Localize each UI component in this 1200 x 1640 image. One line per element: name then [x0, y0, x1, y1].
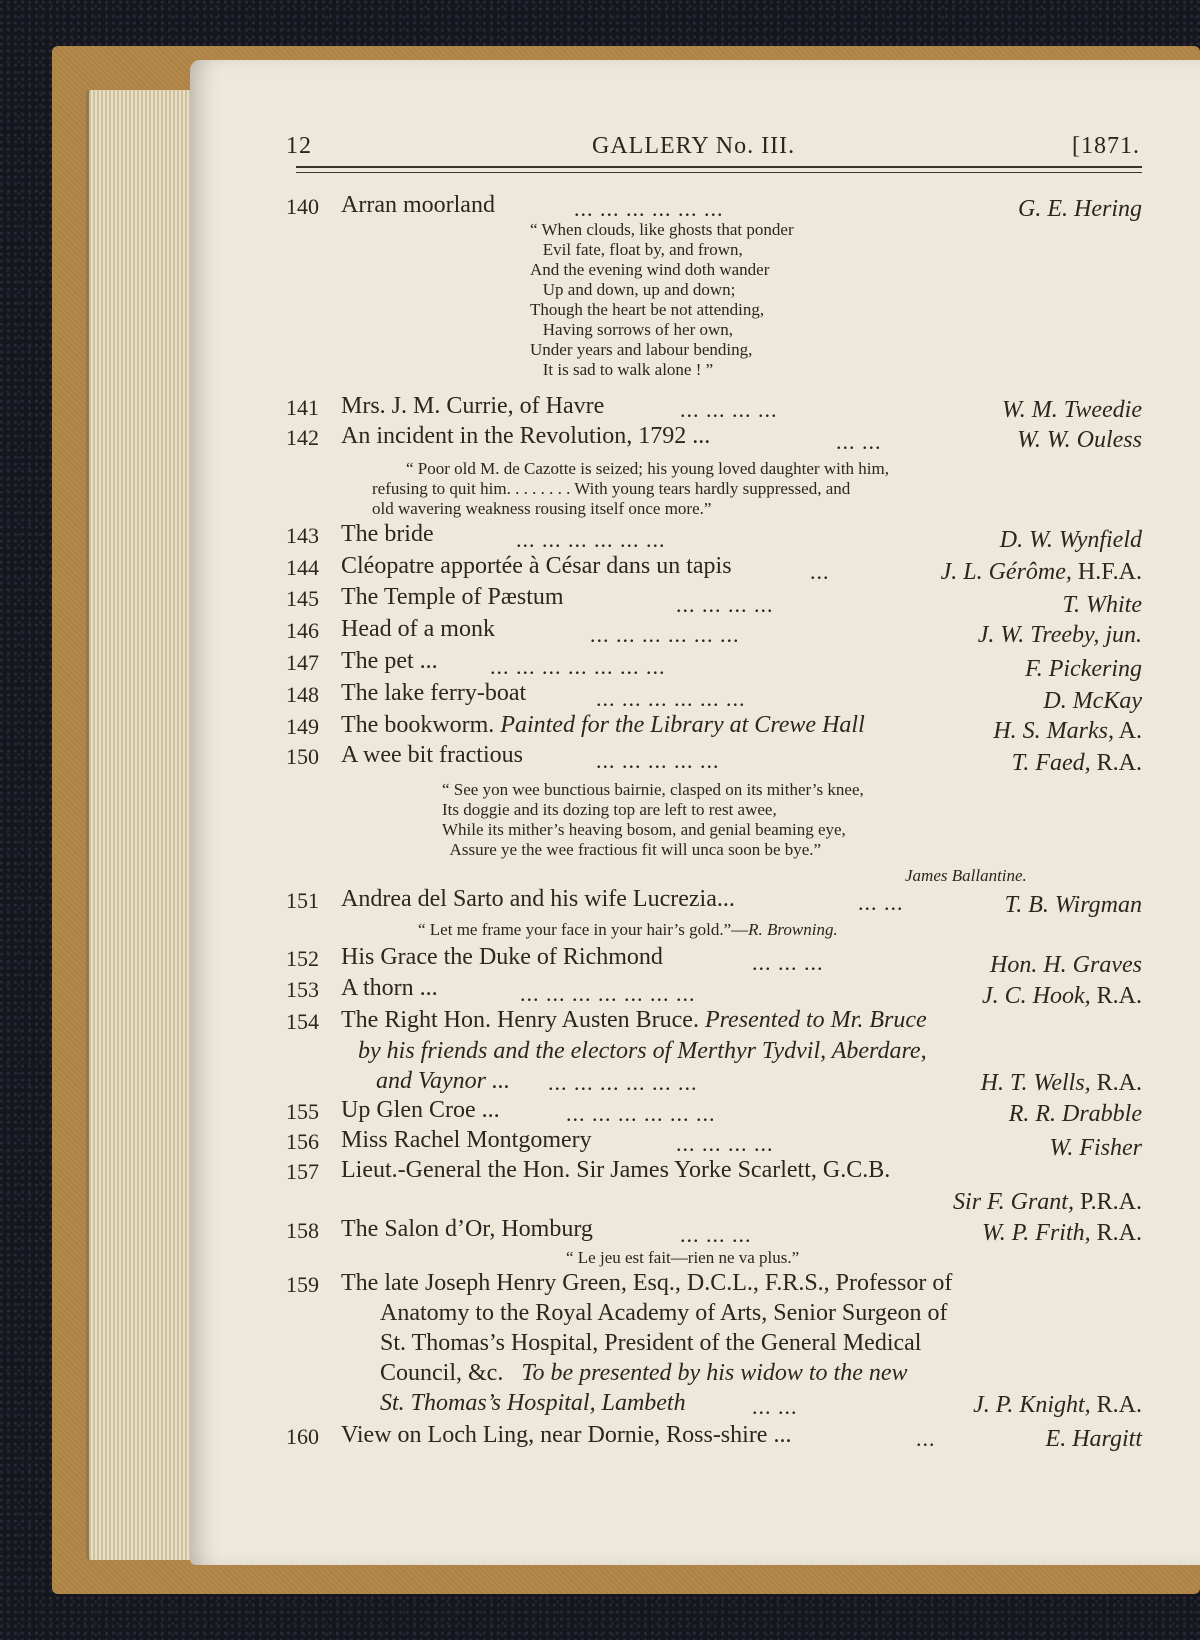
entry-artist: F. Pickering — [1025, 656, 1142, 682]
quote-text: “ Let me frame your face in your hair’s gold.”— — [418, 920, 749, 939]
header-rule — [296, 166, 1142, 168]
artist-name: J. P. Knight, — [973, 1392, 1091, 1418]
leader-dots: ... ... ... ... — [676, 1131, 774, 1156]
entry-title: The Salon d’Or, Homburg — [341, 1216, 593, 1242]
entry-artist: J. W. Treeby, jun. — [977, 622, 1142, 648]
artist-name: T. Faed, — [1011, 750, 1091, 776]
entry-number: 148 — [286, 682, 319, 707]
entry-title: An incident in the Revolution, 1792 ... — [341, 423, 711, 449]
entry-artist: G. E. Hering — [1018, 196, 1142, 222]
entry-title: The late Joseph Henry Green, Esq., D.C.L., F.R.S., Professor of — [341, 1270, 953, 1296]
artist-name: H. S. Marks, — [993, 718, 1114, 744]
entry-artist — [982, 1220, 1142, 1247]
artist-name: J. L. Gérôme, — [940, 559, 1072, 585]
entry-title: Miss Rachel Montgomery — [341, 1127, 592, 1153]
entry-number: 146 — [286, 618, 319, 643]
artist-name: Sir F. Grant, — [953, 1189, 1074, 1215]
entry-continuation: St. Thomas’s Hospital, Lambeth — [380, 1390, 686, 1416]
page-title: GALLERY No. III. — [592, 133, 796, 159]
artist-honour: R.A. — [1090, 1070, 1142, 1096]
entry-continuation: St. Thomas’s Hospital, President of the General Medical — [380, 1330, 922, 1356]
entry-artist — [973, 1392, 1142, 1419]
leader-dots: ... ... ... ... ... ... ... — [520, 981, 696, 1006]
entry-artist — [981, 1070, 1142, 1097]
leader-dots: ... ... ... — [680, 1222, 752, 1247]
entry-artist — [993, 718, 1142, 745]
artist-honour: A. — [1113, 718, 1142, 744]
leader-dots: ... — [916, 1426, 936, 1451]
entry-number: 160 — [286, 1424, 319, 1449]
leader-dots: ... ... ... — [752, 950, 824, 975]
entry-number: 155 — [286, 1099, 319, 1124]
leader-dots: ... ... ... ... ... ... — [548, 1070, 698, 1095]
entry-artist: Hon. H. Graves — [990, 952, 1142, 978]
entry-number: 158 — [286, 1218, 319, 1243]
entry-quote: “ Le jeu est fait—rien ne va plus.” — [566, 1248, 800, 1267]
entry-number: 156 — [286, 1129, 319, 1154]
entry-title: The bride — [341, 521, 434, 547]
entry-artist: W. W. Ouless — [1017, 427, 1142, 453]
quote-source: R. Browning. — [748, 920, 838, 939]
entry-artist: D. W. Wynfield — [999, 527, 1142, 553]
leader-dots: ... ... ... ... ... ... — [596, 686, 746, 711]
entry-title — [341, 1007, 927, 1034]
entry-number: 143 — [286, 523, 319, 548]
entry-title: Cléopatre apportée à César dans un tapis — [341, 553, 732, 579]
artist-honour: R.A. — [1090, 1220, 1142, 1246]
title-note: Presented to Mr. Bruce — [704, 1007, 927, 1033]
entry-continuation: by his friends and the electors of Merthyr Tydvil, Aberdare, — [358, 1038, 927, 1064]
entry-title — [341, 712, 865, 739]
page-number: 12 — [286, 133, 312, 159]
entry-number: 152 — [286, 946, 319, 971]
leader-dots: ... ... ... ... ... — [596, 748, 720, 773]
entry-artist: W. Fisher — [1049, 1135, 1142, 1161]
entry-artist: R. R. Drabble — [1008, 1101, 1142, 1127]
entry-artist: T. B. Wirgman — [1004, 892, 1142, 918]
quote-attribution: James Ballantine. — [905, 866, 1027, 885]
entry-number: 157 — [286, 1159, 319, 1184]
entry-quote: “ When clouds, like ghosts that ponder Evil fate, float by, and frown, And the evening wind doth wander Up and down, up and down; Though the heart be not attending, Having sorrows of her own, Under years and labour bending, It is sad to walk alone ! ” — [530, 220, 794, 379]
entry-quote: “ See yon wee bunctious bairnie, clasped on its mither’s knee, Its doggie and its dozing top are left to rest awee, While its mither’s heaving bosom, and genial beaming eye, Assure ye the wee fractious fit will unca soon be bye.” — [442, 780, 864, 859]
artist-honour: H.F.A. — [1071, 559, 1142, 585]
leader-dots: ... ... — [836, 429, 882, 454]
leader-dots: ... ... — [858, 890, 904, 915]
entry-number: 151 — [286, 888, 319, 913]
page-edges — [86, 90, 199, 1560]
entry-number: 140 — [286, 194, 319, 219]
entry-continuation — [380, 1360, 908, 1387]
entry-quote — [418, 920, 838, 940]
entry-title: View on Loch Ling, near Dornie, Ross-shire ... — [341, 1422, 792, 1448]
title-text: The bookworm. — [341, 712, 495, 738]
page-year: [1871. — [1072, 133, 1140, 159]
entry-title: Head of a monk — [341, 616, 495, 642]
entry-title: Up Glen Croe ... — [341, 1097, 500, 1123]
header-rule — [296, 172, 1142, 173]
entry-artist — [1012, 750, 1142, 777]
title-note: Painted for the Library at Crewe Hall — [500, 712, 865, 738]
continuation-text: Council, &c. — [380, 1360, 504, 1386]
entry-quote: “ Poor old M. de Cazotte is seized; his young loved daughter with him, refusing to quit him. . . . . . . . With young tears hardly suppressed, and old wavering weakness rousing itself once more.” — [372, 459, 890, 518]
entry-artist: D. McKay — [1043, 688, 1142, 714]
leader-dots: ... ... ... ... ... ... — [590, 622, 740, 647]
entry-number: 159 — [286, 1272, 319, 1297]
artist-name: W. P. Frith, — [981, 1220, 1091, 1246]
leader-dots: ... ... — [752, 1394, 798, 1419]
entry-number: 150 — [286, 744, 319, 769]
leader-dots: ... ... ... ... — [676, 592, 774, 617]
entry-title: The pet ... — [341, 648, 438, 674]
entry-continuation: and Vaynor ... — [376, 1068, 510, 1094]
entry-artist: E. Hargitt — [1045, 1426, 1142, 1452]
continuation-note: To be presented by his widow to the new — [521, 1360, 908, 1386]
artist-honour: R.A. — [1090, 1392, 1142, 1418]
artist-honour: R.A. — [1090, 983, 1142, 1009]
entry-title: Lieut.-General the Hon. Sir James Yorke Scarlett, G.C.B. — [341, 1157, 891, 1183]
entry-number: 154 — [286, 1009, 319, 1034]
entry-title: The Temple of Pæstum — [341, 584, 564, 610]
leader-dots: ... — [810, 559, 830, 584]
artist-honour: P.R.A. — [1073, 1189, 1142, 1215]
entry-number: 141 — [286, 395, 319, 420]
entry-number: 142 — [286, 425, 319, 450]
entry-continuation: Anatomy to the Royal Academy of Arts, Senior Surgeon of — [380, 1300, 948, 1326]
entry-artist — [941, 559, 1142, 586]
entry-number: 145 — [286, 586, 319, 611]
leader-dots: ... ... ... ... — [680, 397, 778, 422]
entry-number: 149 — [286, 714, 319, 739]
entry-artist — [982, 983, 1142, 1010]
entry-title: The lake ferry-boat — [341, 680, 527, 706]
leader-dots: ... ... ... ... ... ... ... — [490, 654, 666, 679]
entry-number: 147 — [286, 650, 319, 675]
entry-title: Andrea del Sarto and his wife Lucrezia... — [341, 886, 735, 912]
entry-title: A wee bit fractious — [341, 742, 523, 768]
leader-dots: ... ... ... ... ... ... — [516, 527, 666, 552]
entry-title: A thorn ... — [341, 975, 438, 1001]
artist-name: H. T. Wells, — [980, 1070, 1091, 1096]
title-text: The Right Hon. Henry Austen Bruce. — [341, 1007, 699, 1033]
artist-honour: R.A. — [1090, 750, 1142, 776]
leader-dots: ... ... ... ... ... ... — [566, 1101, 716, 1126]
artist-name: J. C. Hook, — [982, 983, 1091, 1009]
entry-artist — [953, 1189, 1142, 1216]
leader-dots: ... ... ... ... ... ... — [574, 196, 724, 221]
entry-title: Arran moorland — [341, 192, 495, 218]
entry-artist: T. White — [1062, 592, 1142, 618]
entry-artist: W. M. Tweedie — [1002, 397, 1142, 423]
entry-number: 144 — [286, 555, 319, 580]
entry-title: His Grace the Duke of Richmond — [341, 944, 663, 970]
entry-title: Mrs. J. M. Currie, of Havre — [341, 393, 605, 419]
entry-number: 153 — [286, 977, 319, 1002]
